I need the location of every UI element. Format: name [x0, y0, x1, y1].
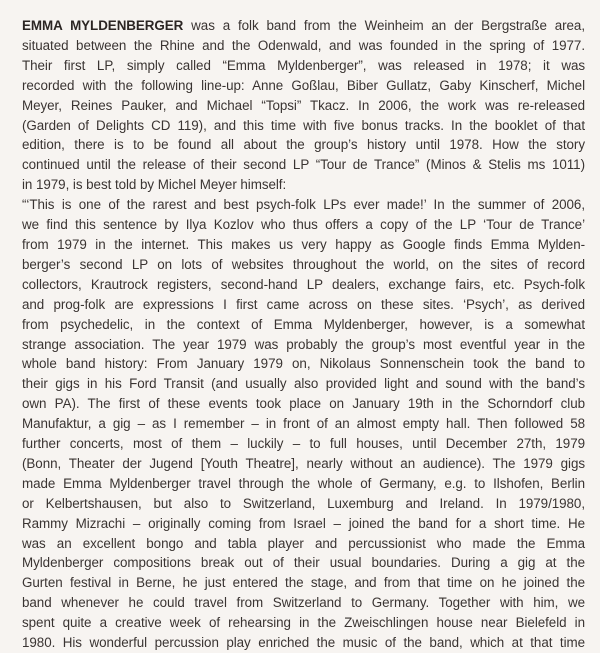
text-line-1: [22, 16, 585, 36]
text-line-2: situated between the Rhine and the Odenwald, and was founded in the spring of 1977.: [22, 37, 585, 53]
text-line-14: collectors, Krautrock registers, second-hand LP dealers, exchange fairs, etc. Psych-folk: [22, 276, 585, 292]
text-line-23: (Bonn, Theater der Jugend [Youth Theatre], nearly without an audience). The 1979 gigs: [22, 455, 585, 471]
text-line-16: from psychedelic, in the context of Emma Myldenberger, however, is a somewhat: [22, 316, 585, 332]
text-line-26: Rammy Mizrachi – originally coming from Israel – joined the band for a short time. He: [22, 515, 585, 531]
text-line-32: 1980. His wonderful percussion play enriched the music of the band, which at that time: [22, 635, 585, 651]
text-line-30: band whenever he could travel from Switzerland to Germany. Together with him, we: [22, 595, 585, 611]
body-text: [22, 16, 585, 653]
text-line-21: Manufaktur, a gig – as I remember – in front of an almost empty hall. Then followed 58: [22, 416, 585, 432]
text-line-7: edition, there is to be found all about the group’s history until 1978. How the story: [22, 137, 585, 153]
text-line-31: spent quite a creative week of rehearsing in the Zweischlingen house near Bielefeld in: [22, 615, 585, 631]
text-line-28: Myldenberger compositions break out of their usual boundaries. During a gig at the: [22, 555, 585, 571]
text-line-19: their gigs in his Ford Transit (and usually also provided light and sound with the band’s: [22, 376, 585, 392]
text-line-27: was an excellent bongo and tabla player and percussionist who made the Emma: [22, 535, 585, 551]
text-line-29: Gurten festival in Berne, he just entered the stage, and from that time on he joined the: [22, 575, 585, 591]
text-line-22: further concerts, most of them – luckily – to full houses, until December 27th, 1979: [22, 436, 585, 452]
text-line-3: Their first LP, simply called “Emma Myldenberger”, was released in 1978; it was: [22, 57, 585, 73]
text-line-24: made Emma Myldenberger travel through the whole of Germany, e.g. to Ilshofen, Berlin: [22, 475, 585, 491]
text-line-8: continued until the release of their second LP “Tour de Trance” (Minos & Stelis ms 1011): [22, 157, 585, 173]
text-line-1-rest: was a folk band from the Weinheim an der Bergstraße area,: [183, 18, 585, 33]
text-line-9: in 1979, is best told by Michel Meyer himself:: [22, 177, 287, 193]
text-line-4: recorded with the following line-up: Anne Goßlau, Biber Gullatz, Gaby Kinscherf, Michel: [22, 77, 585, 93]
text-line-17: strange association. The year 1979 was probably the group’s most eventful year in the: [22, 336, 585, 352]
text-line-11: we find this sentence by Ilya Kozlov who thus offers a copy of the LP ‘Tour de Trance’: [22, 217, 585, 233]
text-line-5: Meyer, Reines Pauker, and Michael “Topsi” Tkacz. In 2006, the work was re-released: [22, 97, 585, 113]
text-line-15: and prog-folk are expressions I first came across on these sites. ‘Psych’, as derived: [22, 296, 585, 312]
text-line-12: from 1979 in the internet. This makes us very happy as Google finds Emma Mylden-: [22, 236, 585, 252]
text-line-18: whole band history: From January 1979 on, Nikolaus Sonnenschein took the band to: [22, 356, 585, 372]
text-line-6: (Garden of Delights CD 119), and this time with five bonus tracks. In the booklet of that: [22, 117, 585, 133]
band-name: EMMA MYLDENBERGER: [22, 18, 184, 33]
text-line-20: own PA). The first of these events took place on January 19th in the Schorndorf club: [22, 396, 585, 412]
text-line-25: or Kelbertshausen, but also to Switzerland, Luxemburg and Ireland. In 1979/1980,: [22, 495, 585, 511]
text-line-13: berger’s second LP on lots of websites throughout the world, on the sites of record: [22, 256, 585, 272]
text-line-10: “‘This is one of the rarest and best psych-folk LPs ever made!’ In the summer of 2006,: [22, 197, 585, 213]
